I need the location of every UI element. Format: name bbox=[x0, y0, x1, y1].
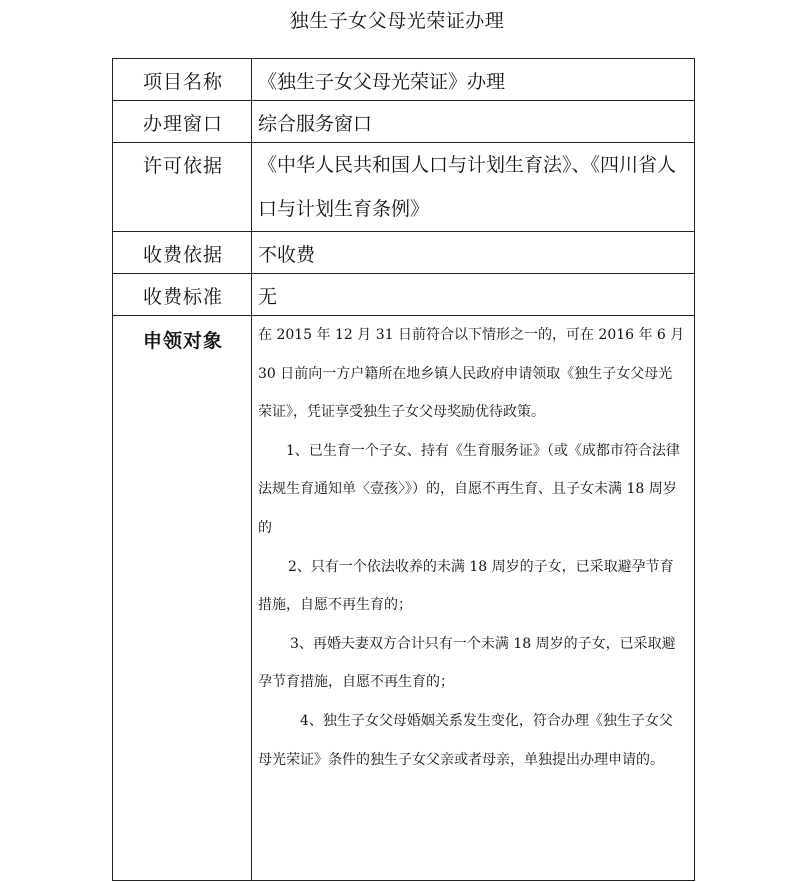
label-cell bbox=[113, 316, 252, 881]
value-cell bbox=[252, 143, 695, 232]
applicants-item-3: 3、再婚夫妻双方合计只有一个未满 18 周岁的子女，已采取避孕节育措施，自愿不再生育的； bbox=[258, 635, 676, 691]
row-basis bbox=[113, 143, 695, 232]
row-applicants bbox=[113, 316, 695, 881]
applicants-item-1: 1、已生育一个子女、持有《生育服务证》（或《成都市符合法律法规生育通知单〈壹孩〉》）的，自愿不再生育、且子女未满 18 周岁的 bbox=[258, 442, 680, 536]
basis-label: 许可依据 bbox=[143, 155, 224, 177]
row-item-name bbox=[113, 59, 695, 101]
applicants-body bbox=[252, 316, 694, 779]
applicants-item-2: 2、只有一个依法收养的未满 18 周岁的子女，已采取避孕节育措施，自愿不再生育的； bbox=[258, 558, 674, 614]
applicants-label: 申领对象 bbox=[143, 330, 224, 352]
row-fee-standard bbox=[113, 274, 695, 316]
fee-basis-label: 收费依据 bbox=[143, 244, 224, 266]
info-table bbox=[112, 58, 695, 881]
label-cell bbox=[113, 274, 252, 316]
document-title: 独生子女父母光荣证办理 bbox=[289, 10, 505, 32]
value-cell bbox=[252, 274, 695, 316]
item-name-value: 《独生子女父母光荣证》办理 bbox=[258, 71, 506, 93]
label-cell bbox=[113, 143, 252, 232]
row-fee-basis bbox=[113, 232, 695, 274]
fee-basis-value: 不收费 bbox=[258, 244, 316, 266]
row-window bbox=[113, 101, 695, 143]
window-label: 办理窗口 bbox=[143, 113, 224, 135]
label-cell bbox=[113, 101, 252, 143]
window-value: 综合服务窗口 bbox=[258, 113, 373, 135]
applicants-item-4: 4、独生子女父母婚姻关系发生变化，符合办理《独生子女父母光荣证》条件的独生子女父亲或者母亲，单独提出办理申请的。 bbox=[258, 712, 673, 768]
value-cell bbox=[252, 232, 695, 274]
label-cell bbox=[113, 232, 252, 274]
value-cell bbox=[252, 101, 695, 143]
basis-value: 《中华人民共和国人口与计划生育法》、《四川省人口与计划生育条例》 bbox=[258, 154, 677, 220]
fee-standard-label: 收费标准 bbox=[143, 286, 224, 308]
item-name-label: 项目名称 bbox=[143, 71, 224, 93]
value-cell bbox=[252, 59, 695, 101]
applicants-intro: 在 2015 年 12 月 31 日前符合以下情形之一的，可在 2016 年 6 月 30 日前向一方户籍所在地乡镇人民政府申请领取《独生子女父母光荣证》，凭证享受独生子女父母奖励优待政策。 bbox=[258, 327, 685, 421]
value-cell bbox=[252, 316, 695, 881]
fee-standard-value: 无 bbox=[258, 286, 278, 308]
label-cell bbox=[113, 59, 252, 101]
